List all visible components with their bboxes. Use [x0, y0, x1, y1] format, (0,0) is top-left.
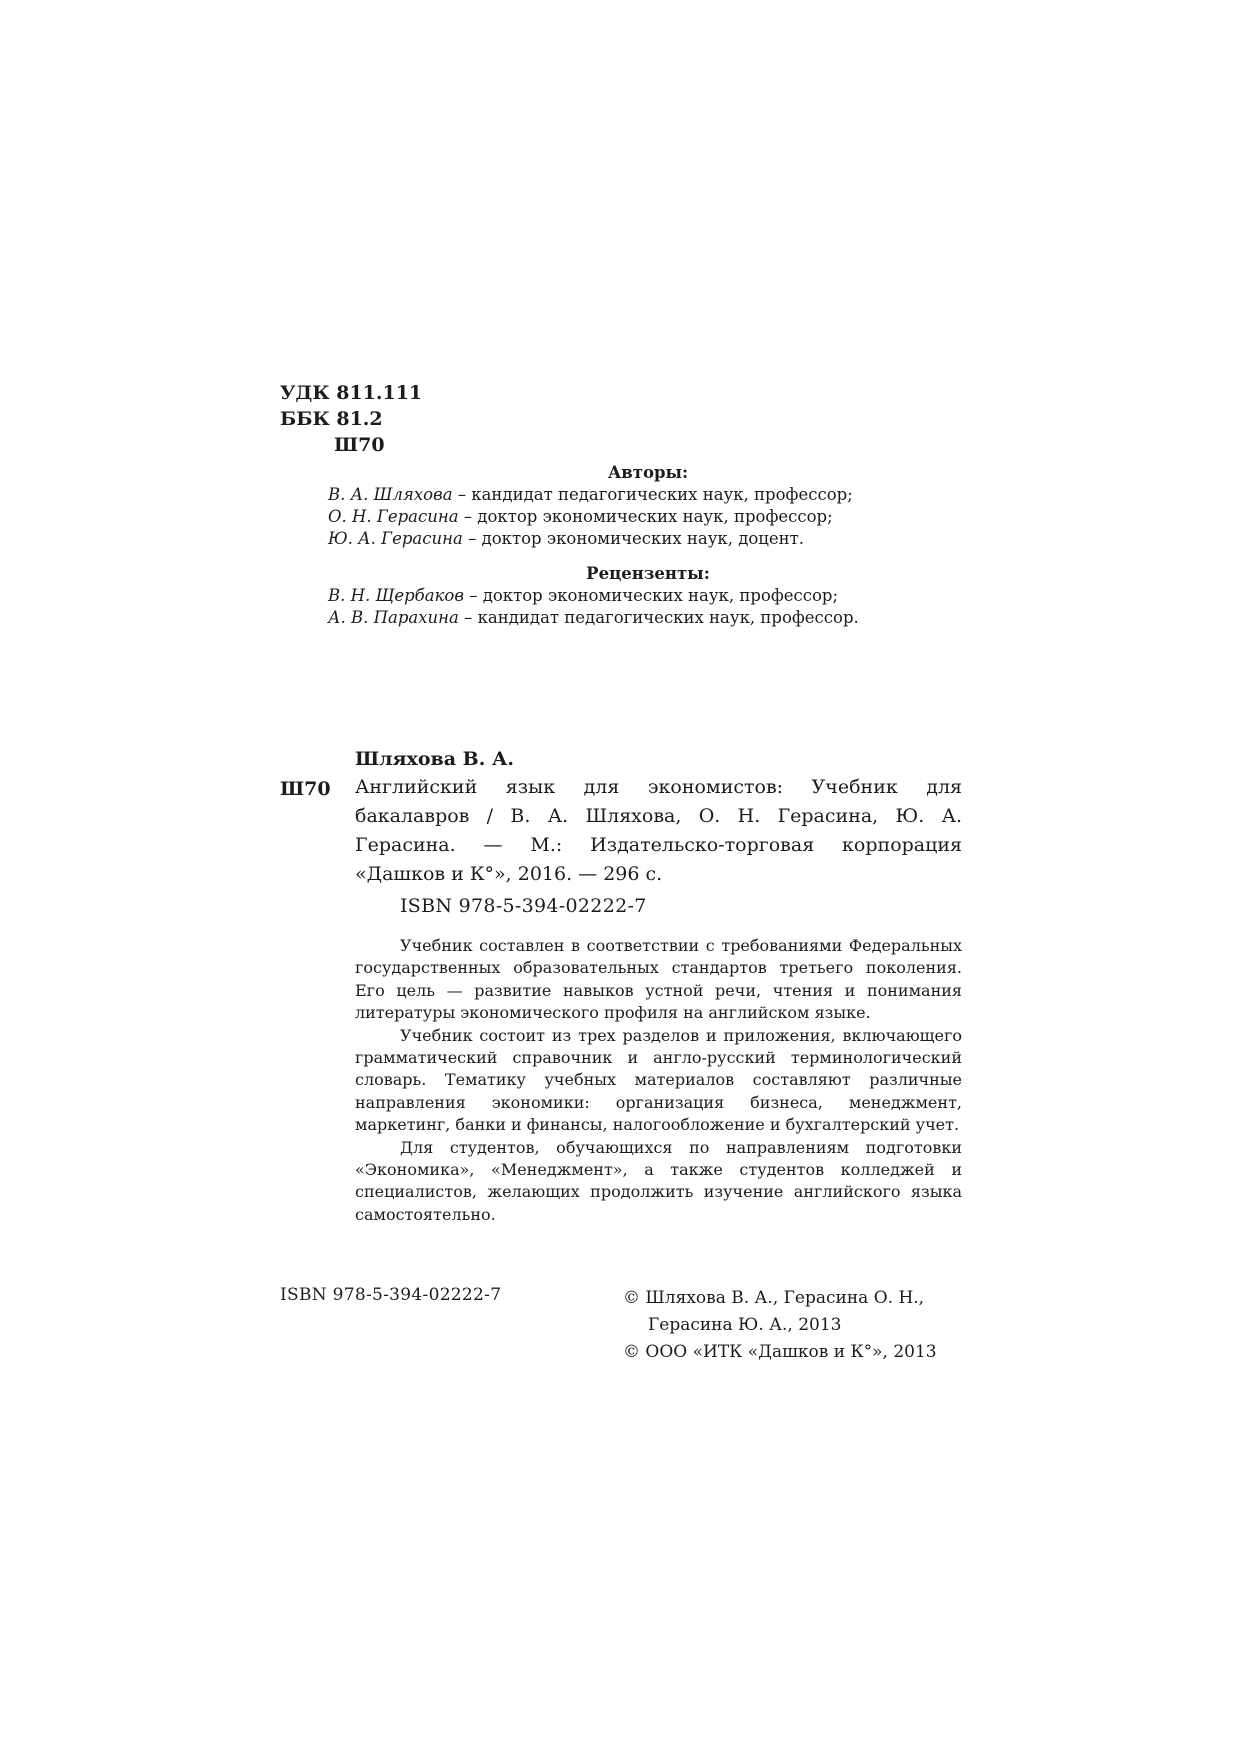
annotation-paragraph: Учебник составлен в соответствии с требованиями Федеральных государственных образовательных стандартов третьего поколения. Его цель — развитие навыков устной речи, чтения и понимания литературы экономического профиля на английском языке. [355, 936, 962, 1023]
author-name: О. Н. Герасина [328, 507, 459, 526]
reviewer-desc: – кандидат педагогических наук, профессор. [458, 608, 859, 627]
reviewers-block [328, 563, 948, 629]
reviewers-heading: Рецензенты: [586, 564, 710, 583]
reviewer-name: В. Н. Щербаков [328, 586, 464, 605]
bib-description: Английский язык для экономистов: Учебник для бакалавров / В. А. Шляхова, О. Н. Герасина, Ю. А. Герасина. — М.: Издательско-торговая корпорация «Дашков и К°», 2016. — 296 с. [355, 776, 962, 885]
author-line [328, 528, 948, 550]
author-line [328, 506, 948, 528]
reviewer-desc: – доктор экономических наук, профессор; [463, 586, 839, 605]
reviewer-line [328, 585, 948, 607]
annotation-paragraph: Учебник состоит из трех разделов и приложения, включающего грамматический справочник и англо-русский терминологический словарь. Тематику учебных материалов составляют различные направления экономики: организация бизнеса, менеджмент, маркетинг, банки и финансы, налогообложение и бухгалтерский учет. [355, 1025, 962, 1135]
author-desc: – кандидат педагогических наук, профессор; [452, 485, 853, 504]
reviewer-name: А. В. Парахина [328, 608, 459, 627]
author-name: В. А. Шляхова [328, 485, 453, 504]
footer-isbn: ISBN 978-5-394-02222-7 [280, 1285, 502, 1305]
copyright-block [623, 1285, 937, 1366]
bib-author: Шляхова В. А. [355, 748, 515, 770]
author-sign: Ш70 [334, 434, 385, 456]
author-desc: – доктор экономических наук, доцент. [462, 529, 805, 548]
authors-heading: Авторы: [607, 463, 689, 482]
bib-isbn: ISBN 978-5-394-02222-7 [400, 895, 647, 917]
copyright-publisher: © ООО «ИТК «Дашков и К°», 2013 [623, 1342, 937, 1362]
author-name: Ю. А. Герасина [328, 529, 463, 548]
copyright-authors: © Шляхова В. А., Герасина О. Н., [623, 1288, 925, 1308]
bbk-code: ББК 81.2 [280, 408, 383, 430]
copyright-authors-cont: Герасина Ю. А., 2013 [648, 1315, 842, 1335]
author-desc: – доктор экономических наук, профессор; [458, 507, 833, 526]
annotation [355, 935, 962, 1226]
annotation-paragraph: Для студентов, обучающихся по направлениям подготовки «Экономика», «Менеджмент», а также студентов колледжей и специалистов, желающих продолжить изучение английского языка самостоятельно. [355, 1137, 962, 1224]
author-line [328, 484, 948, 506]
classification-block [280, 380, 422, 458]
bib-code: Ш70 [280, 778, 331, 800]
authors-block [328, 462, 948, 550]
reviewer-line [328, 607, 948, 629]
udk-code: УДК 811.111 [280, 382, 423, 404]
